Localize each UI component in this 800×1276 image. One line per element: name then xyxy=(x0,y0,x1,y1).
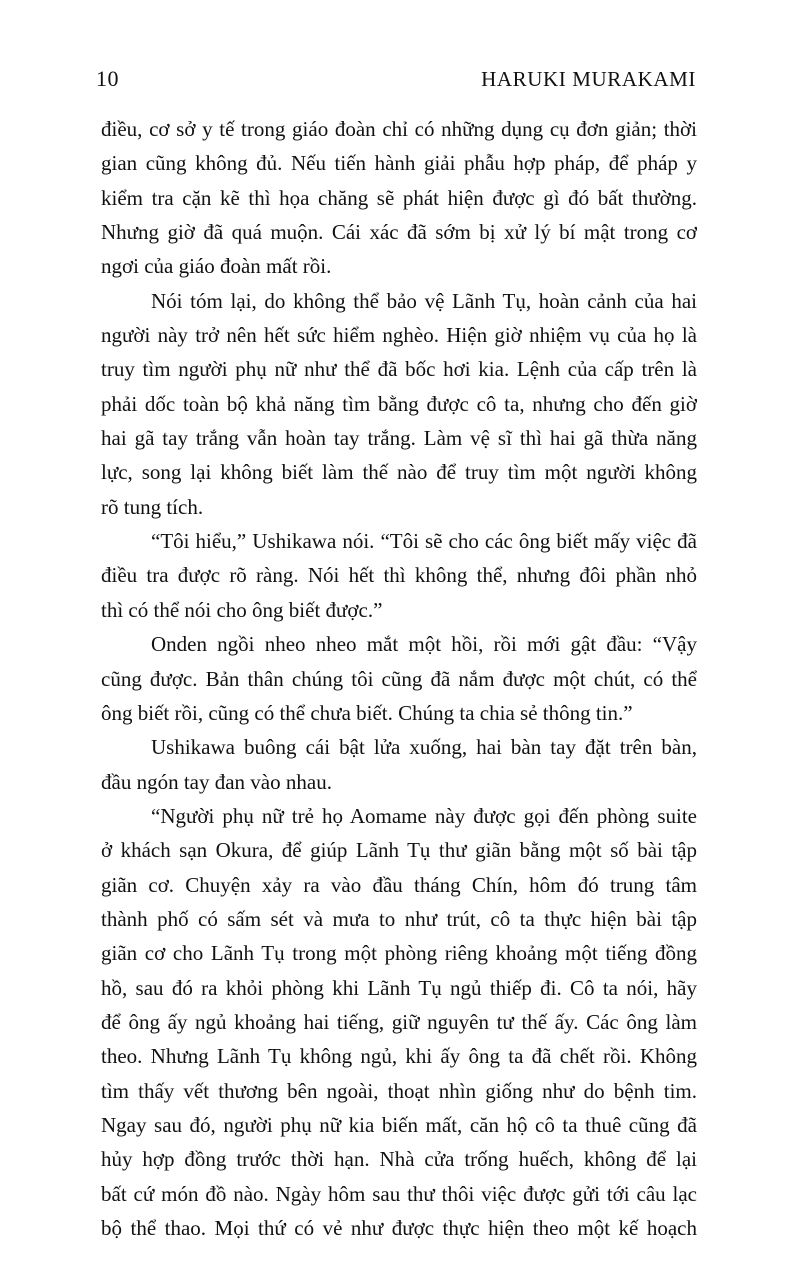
text-line: Onden ngồi nheo nheo mắt một hồi, rồi mới gật đầu: “Vậy xyxy=(151,632,697,657)
text-line: hồ, sau đó ra khỏi phòng khi Lãnh Tụ ngủ thiếp đi. Cô ta nói, hãy xyxy=(101,975,697,1000)
text-line: ở khách sạn Okura, để giúp Lãnh Tụ thư giãn bằng một số bài tập xyxy=(101,838,697,863)
text-line: Nói tóm lại, do không thể bảo vệ Lãnh Tụ, hoàn cảnh của hai xyxy=(151,288,697,313)
text-line: tìm thấy vết thương bên ngoài, thoạt nhìn giống như do bệnh tim. xyxy=(101,1078,697,1103)
text-line: giãn cơ cho Lãnh Tụ trong một phòng riêng khoảng một tiếng đồng xyxy=(101,941,697,966)
text-line: hai gã tay trắng vẫn hoàn tay trắng. Làm vệ sĩ thì hai gã thừa năng xyxy=(101,426,697,451)
text-line: Ngay sau đó, người phụ nữ kia biến mất, căn hộ cô ta thuê cũng đã xyxy=(101,1112,697,1137)
text-line: người này trở nên hết sức hiểm nghèo. Hiện giờ nhiệm vụ của họ là xyxy=(101,323,697,348)
text-line: truy tìm người phụ nữ như thể đã bốc hơi kia. Lệnh của cấp trên là xyxy=(101,357,697,382)
text-line: phải dốc toàn bộ khả năng tìm bằng được cô ta, nhưng cho đến giờ xyxy=(101,391,697,416)
text-line: kiểm tra cặn kẽ thì họa chăng sẽ phát hiện được gì đó bất thường. xyxy=(101,185,697,210)
text-line: thành phố có sấm sét và mưa to như trút, cô ta thực hiện bài tập xyxy=(101,906,697,931)
text-line: cũng được. Bản thân chúng tôi cũng đã nắm được một chút, có thể xyxy=(101,666,697,691)
page-header xyxy=(96,66,696,98)
text-line: “Tôi hiểu,” Ushikawa nói. “Tôi sẽ cho các ông biết mấy việc đã xyxy=(151,529,697,554)
text-line: để ông ấy ngủ khoảng hai tiếng, giữ nguyên tư thế ấy. Các ông làm xyxy=(101,1009,697,1034)
text-line: ngơi của giáo đoàn mất rồi. xyxy=(101,254,332,279)
running-head-author: HARUKI MURAKAMI xyxy=(481,67,696,91)
text-line: rõ tung tích. xyxy=(101,494,204,519)
text-line: hủy hợp đồng trước thời hạn. Nhà cửa trống huếch, không để lại xyxy=(101,1147,697,1172)
text-line: Ushikawa buông cái bật lửa xuống, hai bàn tay đặt trên bàn, xyxy=(151,735,697,760)
text-line: thì có thể nói cho ông biết được.” xyxy=(101,597,383,622)
page-number: 10 xyxy=(96,66,119,91)
text-line: lực, song lại không biết làm thế nào để truy tìm một người không xyxy=(101,460,697,485)
text-line: “Người phụ nữ trẻ họ Aomame này được gọi đến phòng suite xyxy=(151,803,697,828)
text-line: Nhưng giờ đã quá muộn. Cái xác đã sớm bị xử lý bí mật trong cơ xyxy=(101,220,697,245)
text-line: ông biết rồi, cũng có thể chưa biết. Chúng ta chia sẻ thông tin.” xyxy=(101,700,633,725)
body-text xyxy=(101,112,697,1245)
text-line: bất cứ món đồ nào. Ngày hôm sau thư thôi việc được gửi tới câu lạc xyxy=(101,1181,697,1206)
text-line: đầu ngón tay đan vào nhau. xyxy=(101,769,332,794)
text-line: giãn cơ. Chuyện xảy ra vào đầu tháng Chín, hôm đó trung tâm xyxy=(101,872,697,897)
text-line: điều tra được rõ ràng. Nói hết thì không thể, nhưng đôi phần nhỏ xyxy=(101,563,697,588)
text-line: gian cũng không đủ. Nếu tiến hành giải phẫu hợp pháp, để pháp y xyxy=(101,151,697,176)
text-line: điều, cơ sở y tế trong giáo đoàn chỉ có những dụng cụ đơn giản; thời xyxy=(101,117,697,141)
text-line: theo. Nhưng Lãnh Tụ không ngủ, khi ấy ông ta đã chết rồi. Không xyxy=(101,1044,697,1069)
text-line: bộ thể thao. Mọi thứ có vẻ như được thực hiện theo một kế hoạch xyxy=(101,1216,697,1240)
